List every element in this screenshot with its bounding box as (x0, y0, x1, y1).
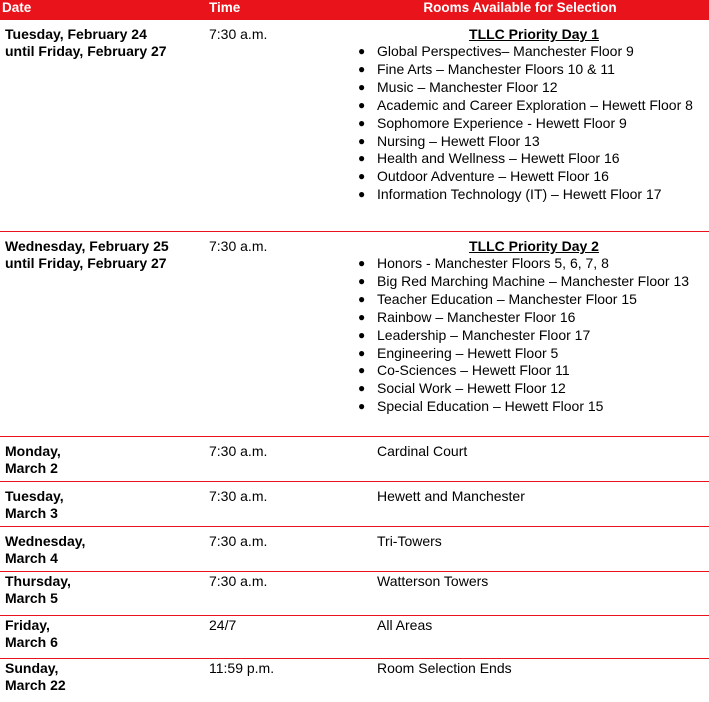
bullet-icon: ● (358, 327, 366, 342)
list-item (358, 115, 709, 133)
time-cell: 7:30 a.m. (209, 238, 268, 254)
list-item (358, 43, 709, 61)
time-cell: 7:30 a.m. (209, 533, 268, 549)
date-cell (5, 488, 64, 522)
date-line: until Friday, February 27 (5, 43, 167, 59)
list-item-text: Leadership – Manchester Floor 17 (377, 326, 591, 343)
rooms-cell: Hewett and Manchester (377, 488, 525, 504)
bullet-icon: ● (358, 187, 366, 202)
date-cell (5, 660, 66, 694)
date-cell (5, 533, 85, 567)
list-item-text: Rainbow – Manchester Floor 16 (377, 308, 576, 325)
list-item-text: Academic and Career Exploration – Hewett Floor 8 (377, 96, 693, 113)
rooms-cell (358, 238, 709, 416)
bullet-icon: ● (358, 115, 366, 130)
room-list (358, 43, 709, 204)
date-line: March 4 (5, 550, 58, 566)
list-item (358, 273, 709, 291)
date-line: Wednesday, February 25 (5, 238, 169, 254)
bullet-icon: ● (358, 345, 366, 360)
header-date: Date (2, 0, 32, 15)
date-line: Sunday, (5, 660, 59, 676)
list-item (358, 345, 709, 363)
date-line: Friday, (5, 617, 50, 633)
time-cell: 7:30 a.m. (209, 26, 268, 42)
header-rooms: Rooms Available for Selection (423, 0, 617, 15)
list-item (358, 327, 709, 345)
block-title: TLLC Priority Day 1 (469, 26, 599, 42)
list-item (358, 255, 709, 273)
list-item (358, 150, 709, 168)
date-line: Thursday, (5, 573, 71, 589)
date-cell (5, 617, 58, 651)
table-row (0, 437, 709, 482)
list-item (358, 380, 709, 398)
rooms-cell: Cardinal Court (377, 443, 468, 459)
list-item-text: Honors - Manchester Floors 5, 6, 7, 8 (377, 255, 609, 271)
list-item-text: Teacher Education – Manchester Floor 15 (377, 290, 637, 307)
list-item-text: Sophomore Experience - Hewett Floor 9 (377, 114, 627, 131)
date-line: March 2 (5, 460, 58, 476)
date-cell (5, 573, 71, 607)
list-item-text: Music – Manchester Floor 12 (377, 78, 558, 95)
bullet-icon: ● (358, 256, 366, 270)
date-line: March 22 (5, 677, 66, 693)
list-item-text: Information Technology (IT) – Hewett Floor 17 (377, 186, 662, 203)
date-cell (5, 26, 167, 60)
rooms-cell: All Areas (377, 617, 433, 633)
table-row (0, 616, 709, 659)
list-item-text: Co-Sciences – Hewett Floor 11 (377, 362, 570, 379)
list-item-text: Health and Wellness – Hewett Floor 16 (377, 150, 620, 167)
list-item-text: Nursing – Hewett Floor 13 (377, 132, 540, 149)
table-row (0, 482, 709, 527)
list-item-text: Big Red Marching Machine – Manchester Floor 13 (377, 272, 690, 289)
table-row (0, 572, 709, 616)
time-cell: 7:30 a.m. (209, 488, 268, 504)
bullet-icon: ● (358, 381, 366, 396)
date-line: March 6 (5, 634, 58, 650)
rooms-cell: Room Selection Ends (377, 660, 512, 676)
list-item (358, 79, 709, 97)
list-item (358, 97, 709, 115)
list-item-text: Engineering – Hewett Floor 5 (377, 344, 559, 361)
header-time: Time (209, 0, 241, 15)
list-item-text: Special Education – Hewett Floor 15 (377, 398, 604, 415)
list-item (358, 398, 709, 416)
date-line: Monday, (5, 443, 61, 459)
bullet-icon: ● (358, 44, 366, 58)
list-item (358, 362, 709, 380)
date-cell (5, 238, 169, 272)
bullet-icon: ● (358, 61, 366, 76)
list-item (358, 168, 709, 186)
time-cell: 24/7 (209, 617, 237, 633)
list-item (358, 186, 709, 204)
bullet-icon: ● (358, 363, 366, 378)
rooms-cell (358, 26, 709, 204)
date-line: March 3 (5, 505, 58, 521)
date-line: March 5 (5, 590, 58, 606)
table-row (0, 20, 709, 232)
list-item-text: Outdoor Adventure – Hewett Floor 16 (377, 168, 609, 185)
bullet-icon: ● (358, 79, 366, 94)
date-line: until Friday, February 27 (5, 255, 167, 271)
bullet-icon: ● (358, 97, 366, 112)
time-cell: 11:59 p.m. (209, 660, 275, 676)
list-item-text: Global Perspectives– Manchester Floor 9 (377, 43, 634, 59)
list-item-text: Fine Arts – Manchester Floors 10 & 11 (377, 60, 615, 77)
list-item (358, 133, 709, 151)
room-list (358, 255, 709, 416)
block-title: TLLC Priority Day 2 (469, 238, 599, 254)
time-cell: 7:30 a.m. (209, 573, 268, 589)
list-item (358, 309, 709, 327)
table-row (0, 659, 709, 702)
bullet-icon: ● (358, 133, 366, 148)
bullet-icon: ● (358, 291, 366, 306)
date-line: Tuesday, February 24 (5, 26, 147, 42)
list-item (358, 61, 709, 79)
table-row (0, 232, 709, 437)
bullet-icon: ● (358, 399, 366, 414)
date-cell (5, 443, 61, 477)
date-line: Wednesday, (5, 533, 86, 549)
time-cell: 7:30 a.m. (209, 443, 268, 459)
bullet-icon: ● (358, 151, 366, 166)
bullet-icon: ● (358, 309, 366, 324)
bullet-icon: ● (358, 273, 366, 288)
table-header (0, 0, 709, 20)
rooms-cell: Tri-Towers (377, 533, 442, 549)
bullet-icon: ● (358, 169, 366, 184)
list-item (358, 291, 709, 309)
date-line: Tuesday, (5, 488, 64, 504)
rooms-cell: Watterson Towers (377, 573, 489, 589)
table-row (0, 527, 709, 572)
list-item-text: Social Work – Hewett Floor 12 (377, 380, 566, 397)
